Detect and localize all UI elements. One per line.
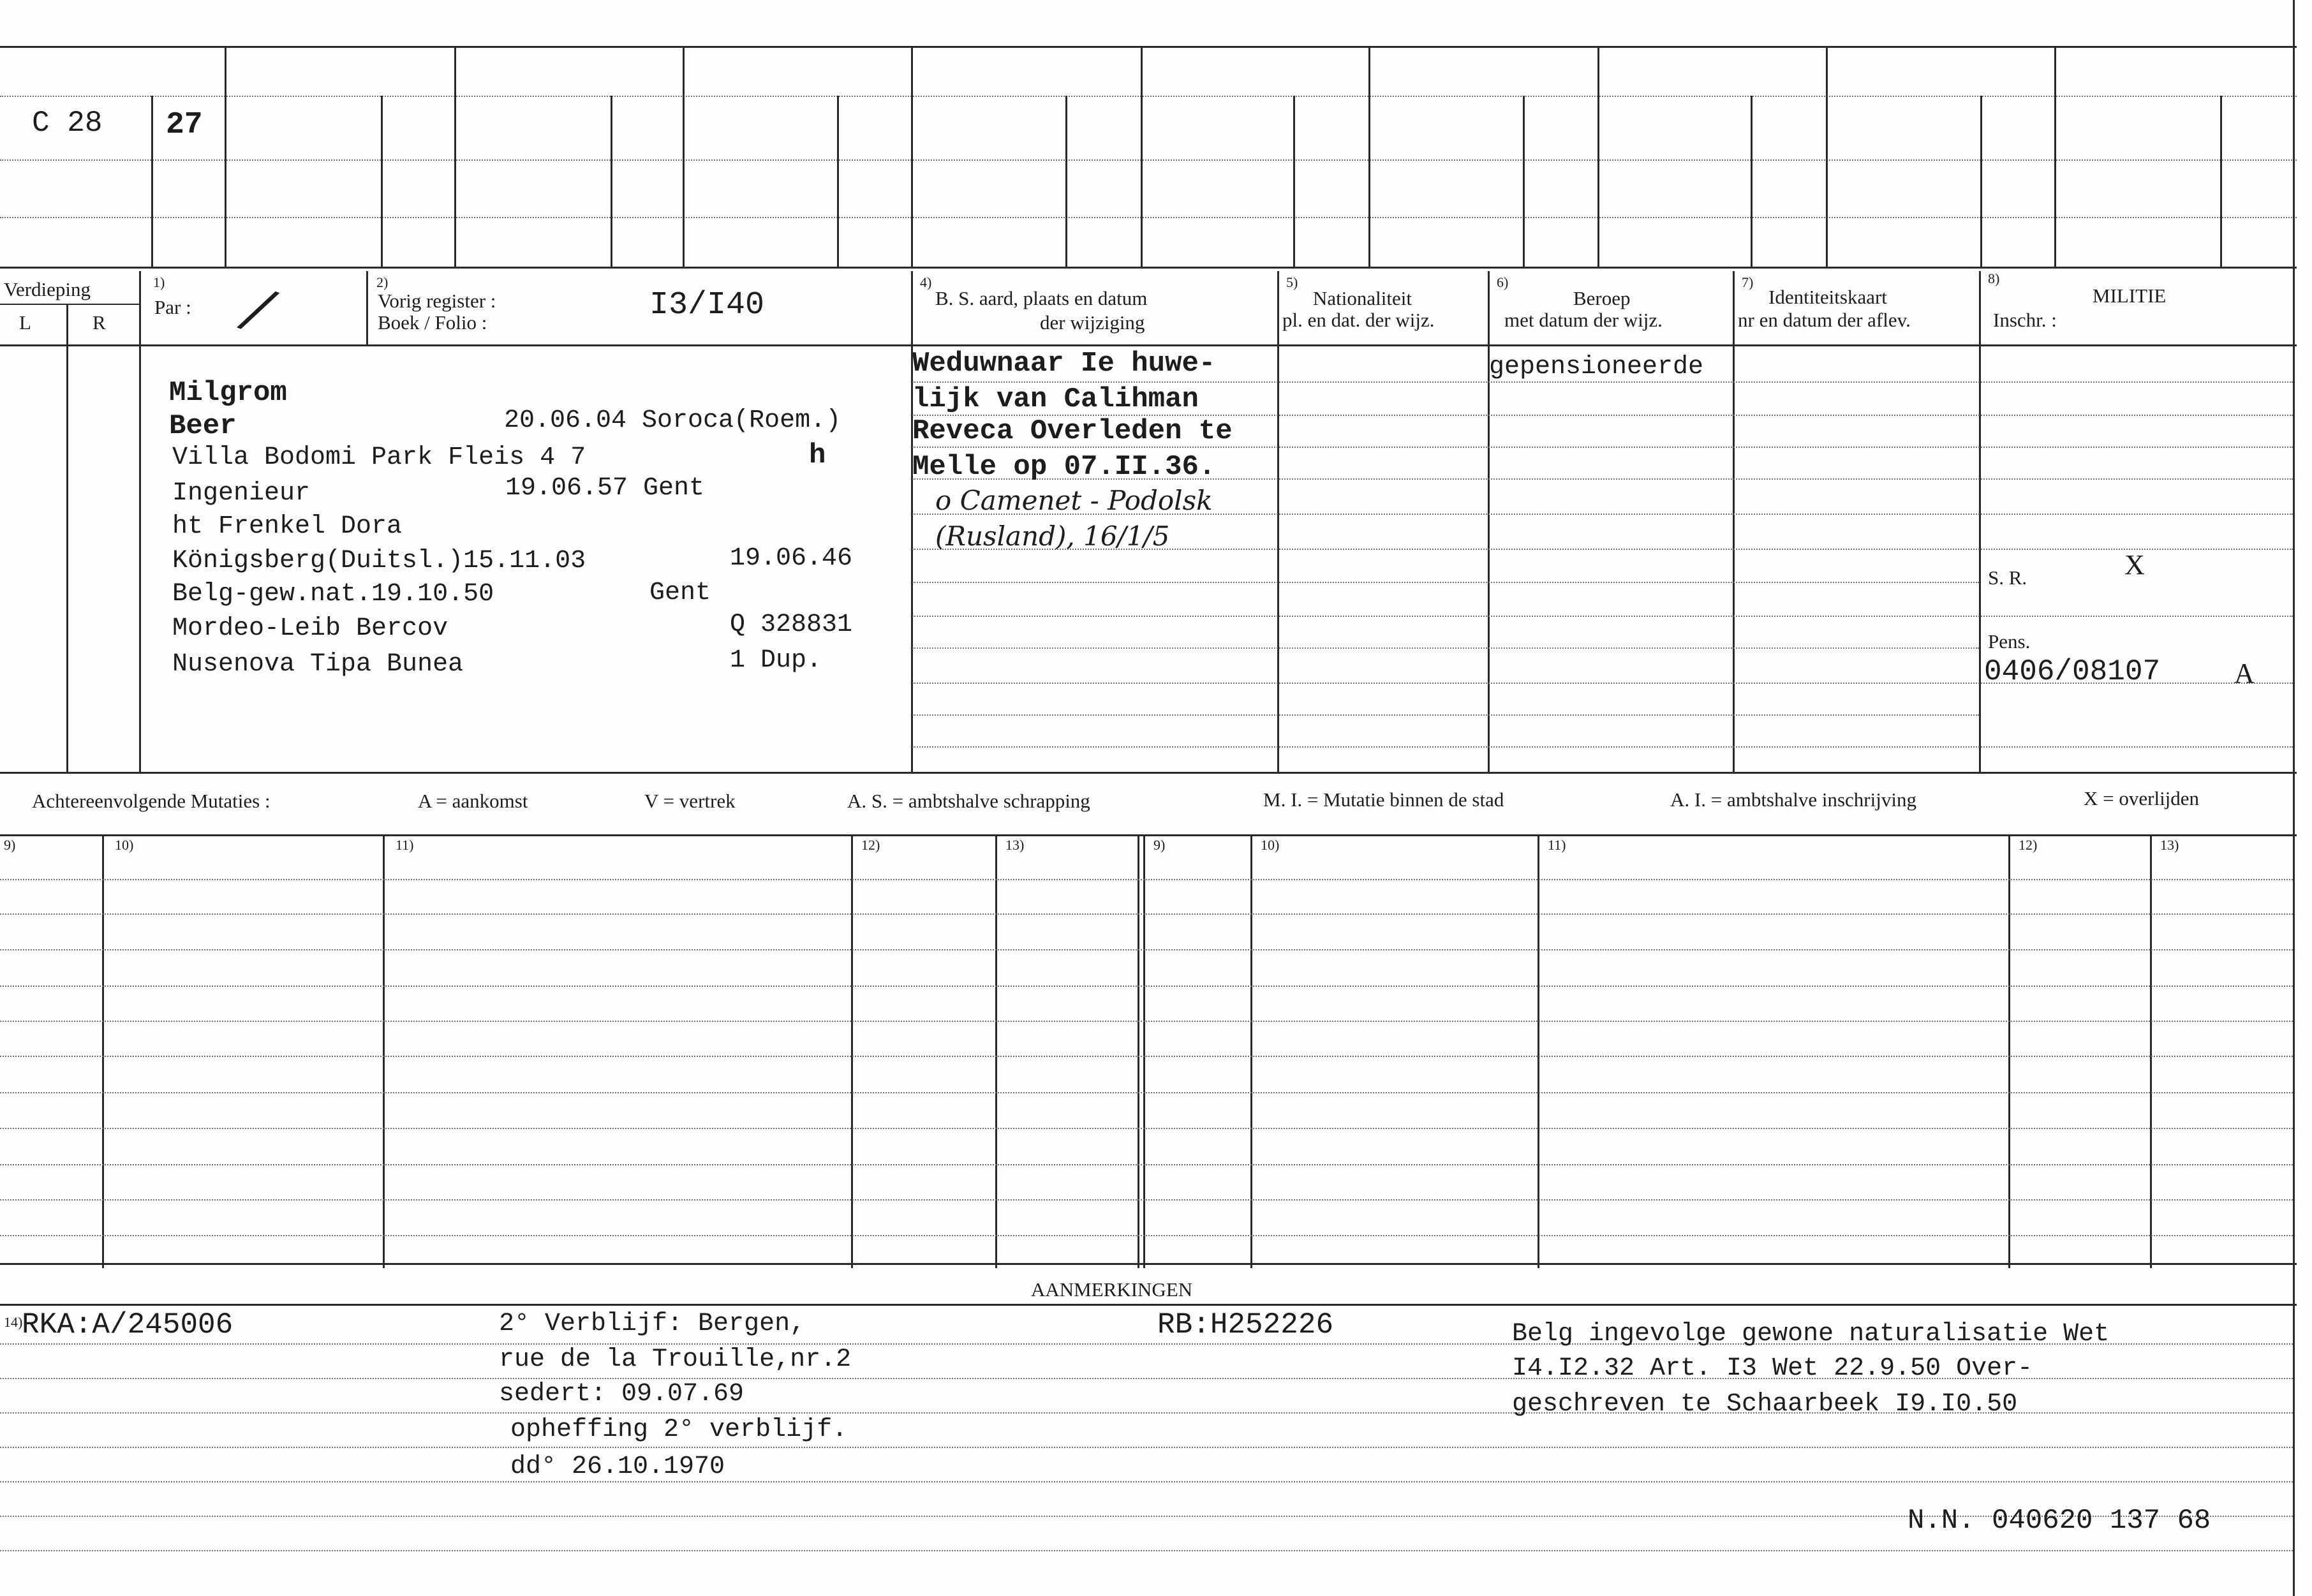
col7-label-1: Identiteitskaart [1768,286,1887,308]
civil-status-line: Melle op 07.II.36. [912,451,1216,483]
mutation-code: A. S. = ambtshalve schrapping [847,790,1090,812]
col4-label-1: B. S. aard, plaats en datum [935,287,1148,309]
mut-col-num: 13) [1005,837,1025,853]
col1-num: 1) [153,274,165,290]
col5-label-2: pl. en dat. der wijz. [1282,309,1435,331]
civil-status-line: Weduwnaar Ie huwe- [912,348,1216,380]
occupation-date: 19.06.57 Gent [505,474,705,503]
mut-col-num: 13) [2160,837,2179,853]
par-value: / [238,274,279,344]
mut-col-num: 10) [115,837,134,853]
nationality: Belg-gew.nat.19.10.50 [172,580,494,609]
vorig-register-label: Vorig register : [378,290,496,312]
mut-col-num: 9) [1153,837,1166,853]
verdieping-r: R [93,311,106,334]
spouse-death: 19.06.46 [730,544,853,573]
residence-line: opheffing 2° verblijf. [510,1415,848,1444]
mut-col-num: 12) [861,837,880,853]
pens-value: 0406/08107 [1984,655,2161,688]
id-number: Q 328831 [730,610,853,639]
mutation-code: M. I. = Mutatie binnen de stad [1263,788,1504,811]
boek-folio-label: Boek / Folio : [378,311,487,334]
card-number: 27 [166,108,203,142]
mutation-code: X = overlijden [2084,787,2200,809]
col7-num: 7) [1742,274,1754,290]
mut-col-num: 9) [4,837,16,853]
residence-line: 2° Verblijf: Bergen, [499,1310,806,1338]
civil-status-line: lijk van Calihman [912,383,1199,415]
col6-num: 6) [1497,274,1509,290]
beroep-value: gepensioneerde [1489,353,1704,381]
pens-label: Pens. [1988,630,2031,653]
pens-code: A [2234,658,2255,689]
mutation-code: A. I. = ambtshalve inschrijving [1670,788,1916,811]
residence-line: dd° 26.10.1970 [510,1452,725,1481]
surname: Milgrom [169,377,287,409]
rka-number: RKA:A/245006 [22,1308,233,1341]
remarks-title: AANMERKINGEN [1031,1278,1193,1301]
occupation: Ingenieur [172,479,311,508]
militie-label: MILITIE [2093,284,2167,307]
col4-num: 4) [920,274,932,290]
col7-label-2: nr en datum der aflev. [1738,309,1911,331]
residence-line: sedert: 09.07.69 [499,1380,745,1408]
mut-col-num: 11) [396,837,414,853]
handwritten-birthplace: (Rusland), 16/1/5 [935,521,1170,552]
civil-status-line: Reveca Overleden te [912,415,1233,447]
boek-folio-value: I3/I40 [649,287,765,323]
mutation-code: A = aankomst [418,790,528,812]
mut-col-num: 10) [1261,837,1280,853]
card-code: C 28 [32,107,103,140]
col4-label-2: der wijziging [1040,311,1145,334]
spouse-birth: Königsberg(Duitsl.)15.11.03 [172,547,586,575]
sr-value: X [2124,549,2145,580]
birth-date-place: 20.06.04 Soroca(Roem.) [504,406,841,435]
verdieping-l: L [19,311,31,334]
col5-label-1: Nationaliteit [1313,287,1412,309]
residence-line: rue de la Trouille,nr.2 [499,1345,852,1374]
mut-col-num: 12) [2019,837,2038,853]
col2-num: 2) [376,274,389,290]
handwritten-birthplace: o Camenet - Podolsk [935,485,1213,516]
spouse: ht Frenkel Dora [172,512,403,541]
sr-label: S. R. [1988,566,2027,589]
firstname: Beer [169,410,237,442]
mut-col-num: 11) [1548,837,1566,853]
nn-number: N.N. 040620 137 68 [1908,1505,2211,1537]
nationality-place: Gent [649,579,711,607]
par-label: Par : [154,296,191,318]
rb-number: RB:H252226 [1157,1308,1334,1341]
naturalisation-line: geschreven te Schaarbeek I9.I0.50 [1512,1390,2018,1419]
col8-num: 8) [1988,270,2000,286]
address: Villa Bodomi Park Fleis 4 7 [172,443,586,472]
inschr-label: Inschr. : [1993,309,2057,331]
naturalisation-line: Belg ingevolge gewone naturalisatie Wet [1512,1320,2110,1348]
mutation-code: V = vertrek [644,790,736,812]
col5-num: 5) [1286,274,1298,290]
mutations-title: Achtereenvolgende Mutaties : [32,790,270,812]
mother: Nusenova Tipa Bunea [172,650,464,679]
col6-label-1: Beroep [1573,287,1631,309]
col6-label-2: met datum der wijz. [1504,309,1663,331]
remarks-num: 14) [4,1314,23,1330]
duplicate: 1 Dup. [730,646,822,675]
verdieping-label: Verdieping [4,278,91,300]
father: Mordeo-Leib Bercov [172,614,448,643]
naturalisation-line: I4.I2.32 Art. I3 Wet 22.9.50 Over- [1512,1354,2033,1383]
address-extra: h [809,440,826,471]
